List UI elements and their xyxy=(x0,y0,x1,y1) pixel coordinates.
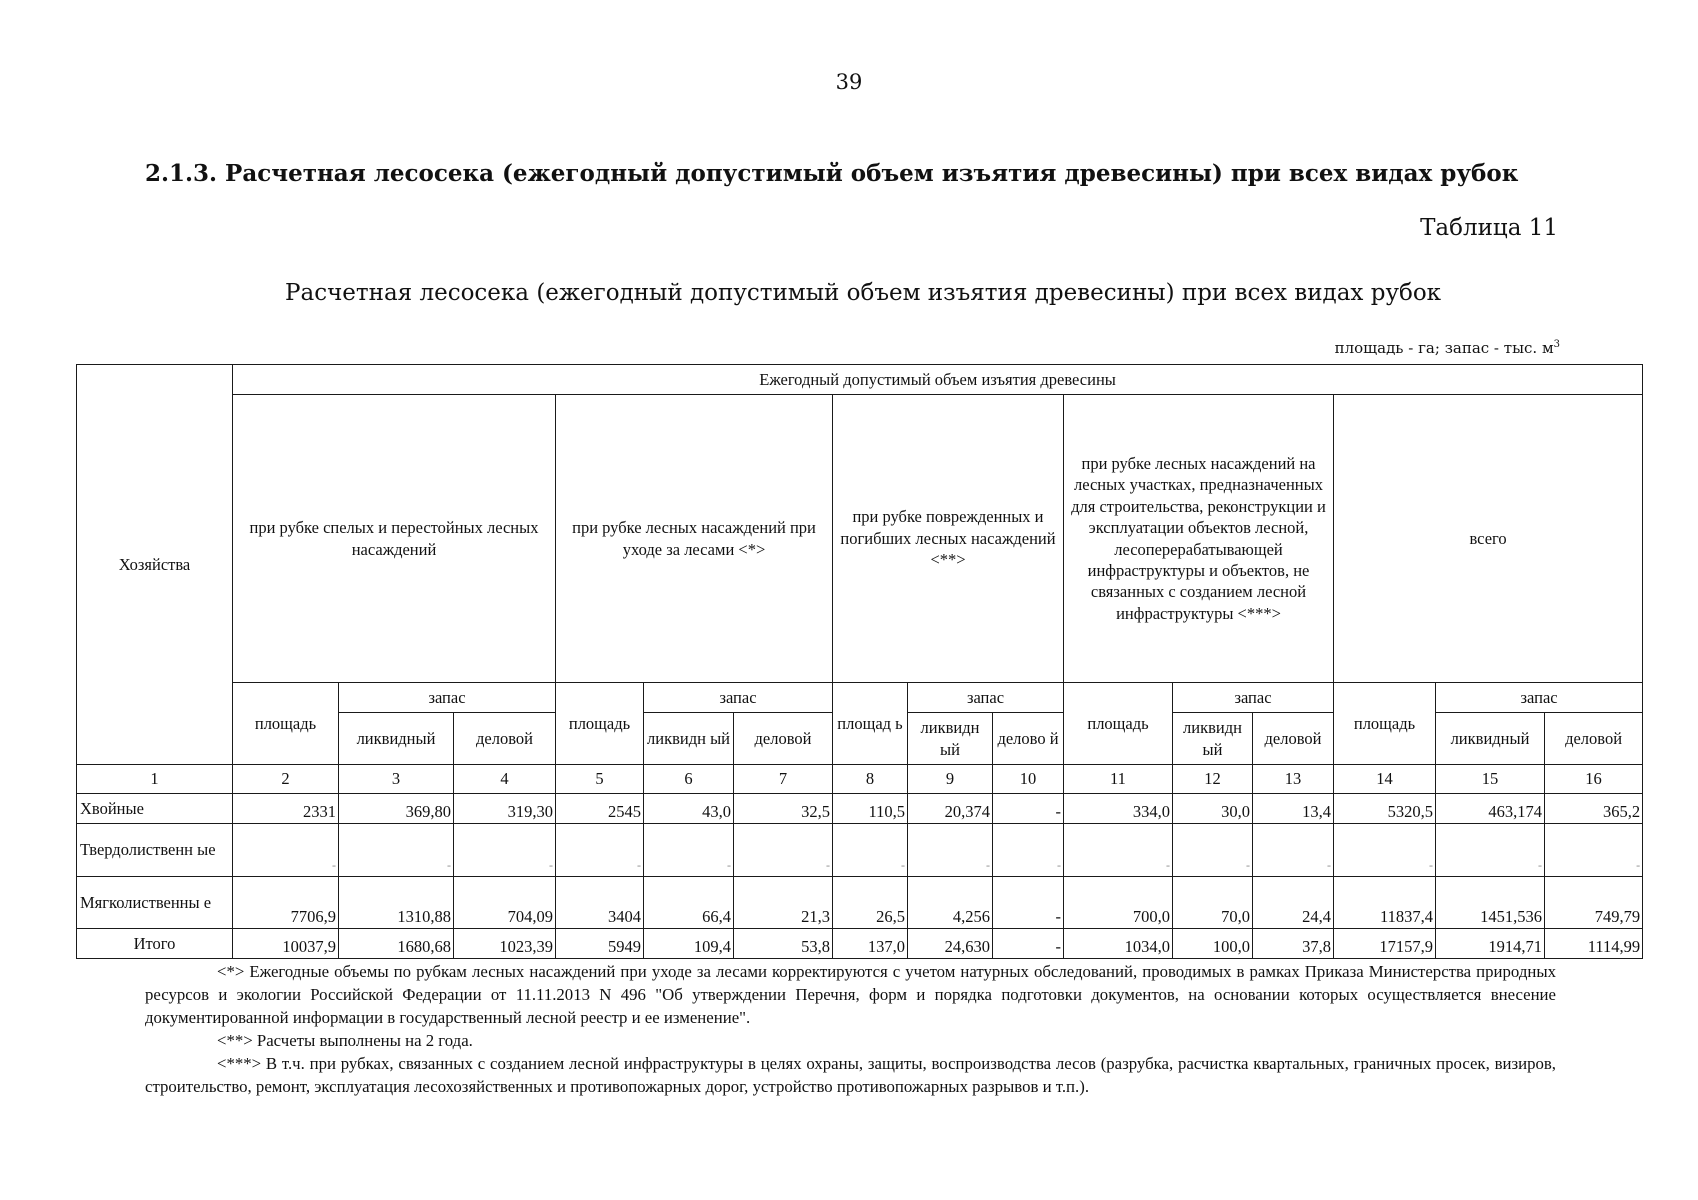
table-cell: 704,09 xyxy=(454,877,556,929)
table-cell: - xyxy=(454,824,556,877)
total-cell: 53,8 xyxy=(734,929,833,959)
units-note xyxy=(1335,339,1560,357)
footnote: <*> Ежегодные объемы по рубкам лесных насаждений при уходе за лесами корректируются с учетом натурных обследований, проводимых в рамках Приказа Министерства природных ресурсов и экологии Российской Федерации от 11.11.2013 N 496 "Об утверждении Перечня, форм и порядка подготовки документов, на основании которых осуществляется внесение документированной информации в государственный лесной реестр и ее изменение". xyxy=(145,962,1556,1027)
table-cell: 4,256 xyxy=(908,877,993,929)
footnote: <**> Расчеты выполнены на 2 года. xyxy=(217,1031,473,1050)
table-row xyxy=(77,824,1643,877)
table-cell: - xyxy=(993,794,1064,824)
section-title: 2.1.3. Расчетная лесосека (ежегодный допустимый объем изъятия древесины) при всех видах рубок xyxy=(145,160,1519,187)
table-cell: - xyxy=(833,824,908,877)
table-cell: - xyxy=(1545,824,1643,877)
table-cell: 700,0 xyxy=(1064,877,1173,929)
total-cell: 100,0 xyxy=(1173,929,1253,959)
header-stock: запас xyxy=(339,683,556,713)
header-liquid: ликвидный xyxy=(339,713,454,765)
table-label: Таблица 11 xyxy=(1420,215,1558,241)
footnote: <***> В т.ч. при рубках, связанных с созданием лесной инфраструктуры в целях охраны, защиты, воспроизводства лесов (разрубка, расчистка квартальных, граничных просек, визиров, строительство, ремонт, эксплуатация лесохозяйственных и противопожарных дорог, устройство противопожарных разрывов и т.п.). xyxy=(145,1054,1556,1096)
table-cell: 32,5 xyxy=(734,794,833,824)
table-cell: - xyxy=(1436,824,1545,877)
table-cell: 319,30 xyxy=(454,794,556,824)
column-number: 8 xyxy=(833,765,908,794)
header-business: деловой xyxy=(1545,713,1643,765)
header-business: делово й xyxy=(993,713,1064,765)
table-cell: - xyxy=(339,824,454,877)
total-row xyxy=(77,929,1643,959)
column-number: 2 xyxy=(233,765,339,794)
table-cell: 43,0 xyxy=(644,794,734,824)
table-cell: 1451,536 xyxy=(1436,877,1545,929)
row-label: Мягколиственны е xyxy=(77,877,233,929)
header-group-thinning: при рубке лесных насаждений при уходе за лесами <*> xyxy=(556,395,833,683)
total-cell: 10037,9 xyxy=(233,929,339,959)
header-liquid: ликвидн ый xyxy=(1173,713,1253,765)
column-number: 6 xyxy=(644,765,734,794)
column-number: 12 xyxy=(1173,765,1253,794)
header-stock: запас xyxy=(644,683,833,713)
header-group-infrastructure: при рубке лесных насаждений на лесных участках, предназначенных для строительства, реконструкции и эксплуатации объектов лесной, лесоперерабатывающей инфраструктуры и объектов, не связанных с созданием лесной инфраструктуры <***> xyxy=(1064,395,1334,683)
table-cell: - xyxy=(908,824,993,877)
total-cell: 1023,39 xyxy=(454,929,556,959)
total-cell: 109,4 xyxy=(644,929,734,959)
table-cell: 7706,9 xyxy=(233,877,339,929)
table-cell: 24,4 xyxy=(1253,877,1334,929)
table-cell: - xyxy=(734,824,833,877)
header-annual-volume: Ежегодный допустимый объем изъятия древесины xyxy=(233,365,1643,395)
table-cell: - xyxy=(644,824,734,877)
table-cell: - xyxy=(1173,824,1253,877)
row-label: Хвойные xyxy=(77,794,233,824)
table-cell: 2545 xyxy=(556,794,644,824)
total-cell: 1114,99 xyxy=(1545,929,1643,959)
header-area: площадь xyxy=(556,683,644,765)
table-cell: 13,4 xyxy=(1253,794,1334,824)
units-text: площадь - га; запас - тыс. м xyxy=(1334,339,1554,357)
header-stock: запас xyxy=(1173,683,1334,713)
table-cell: 749,79 xyxy=(1545,877,1643,929)
page-number: 39 xyxy=(835,70,863,94)
total-cell: 17157,9 xyxy=(1334,929,1436,959)
header-liquid: ликвидн ый xyxy=(908,713,993,765)
table-cell: 21,3 xyxy=(734,877,833,929)
header-business: деловой xyxy=(1253,713,1334,765)
table-cell: - xyxy=(1064,824,1173,877)
table-cell: - xyxy=(993,824,1064,877)
header-group-damaged: при рубке поврежденных и погибших лесных насаждений <**> xyxy=(833,395,1064,683)
column-number: 4 xyxy=(454,765,556,794)
table-cell: 66,4 xyxy=(644,877,734,929)
total-cell: 5949 xyxy=(556,929,644,959)
table-cell: 369,80 xyxy=(339,794,454,824)
column-number-row xyxy=(77,765,1643,794)
row-label: Твердолиственн ые xyxy=(77,824,233,877)
total-cell: 1034,0 xyxy=(1064,929,1173,959)
header-stock: запас xyxy=(1436,683,1643,713)
column-number: 10 xyxy=(993,765,1064,794)
total-cell: 137,0 xyxy=(833,929,908,959)
total-cell: 37,8 xyxy=(1253,929,1334,959)
header-area: площад ь xyxy=(833,683,908,765)
table-cell: 2331 xyxy=(233,794,339,824)
table-cell: 3404 xyxy=(556,877,644,929)
table-cell: - xyxy=(1253,824,1334,877)
header-farms: Хозяйства xyxy=(77,365,233,765)
table-cell: 5320,5 xyxy=(1334,794,1436,824)
column-number: 16 xyxy=(1545,765,1643,794)
column-number: 14 xyxy=(1334,765,1436,794)
header-area: площадь xyxy=(1064,683,1173,765)
column-number: 7 xyxy=(734,765,833,794)
header-liquid: ликвидн ый xyxy=(644,713,734,765)
table-cell: - xyxy=(1334,824,1436,877)
table-row xyxy=(77,794,1643,824)
table-row xyxy=(77,877,1643,929)
table-cell: - xyxy=(233,824,339,877)
table-caption: Расчетная лесосека (ежегодный допустимый объем изъятия древесины) при всех видах рубок xyxy=(285,280,1442,306)
column-number: 1 xyxy=(77,765,233,794)
table-cell: 1310,88 xyxy=(339,877,454,929)
header-business: деловой xyxy=(734,713,833,765)
total-cell: 1914,71 xyxy=(1436,929,1545,959)
column-number: 11 xyxy=(1064,765,1173,794)
column-number: 5 xyxy=(556,765,644,794)
table-cell: 20,374 xyxy=(908,794,993,824)
table-cell: - xyxy=(993,877,1064,929)
table-cell: 110,5 xyxy=(833,794,908,824)
column-number: 3 xyxy=(339,765,454,794)
header-area: площадь xyxy=(1334,683,1436,765)
total-label: Итого xyxy=(77,929,233,959)
column-number: 15 xyxy=(1436,765,1545,794)
table-cell: 334,0 xyxy=(1064,794,1173,824)
table-cell: 70,0 xyxy=(1173,877,1253,929)
table-cell: 463,174 xyxy=(1436,794,1545,824)
table-cell: 30,0 xyxy=(1173,794,1253,824)
header-group-total: всего xyxy=(1334,395,1643,683)
total-cell: 24,630 xyxy=(908,929,993,959)
table-cell: 11837,4 xyxy=(1334,877,1436,929)
table-cell: 26,5 xyxy=(833,877,908,929)
units-superscript: 3 xyxy=(1553,339,1560,350)
footnotes xyxy=(145,960,1556,1098)
total-cell: - xyxy=(993,929,1064,959)
table-cell: - xyxy=(556,824,644,877)
header-area: площадь xyxy=(233,683,339,765)
header-stock: запас xyxy=(908,683,1064,713)
total-cell: 1680,68 xyxy=(339,929,454,959)
column-number: 13 xyxy=(1253,765,1334,794)
logging-table xyxy=(76,364,1643,959)
header-group-mature: при рубке спелых и перестойных лесных насаждений xyxy=(233,395,556,683)
header-business: деловой xyxy=(454,713,556,765)
header-liquid: ликвидный xyxy=(1436,713,1545,765)
table-cell: 365,2 xyxy=(1545,794,1643,824)
column-number: 9 xyxy=(908,765,993,794)
